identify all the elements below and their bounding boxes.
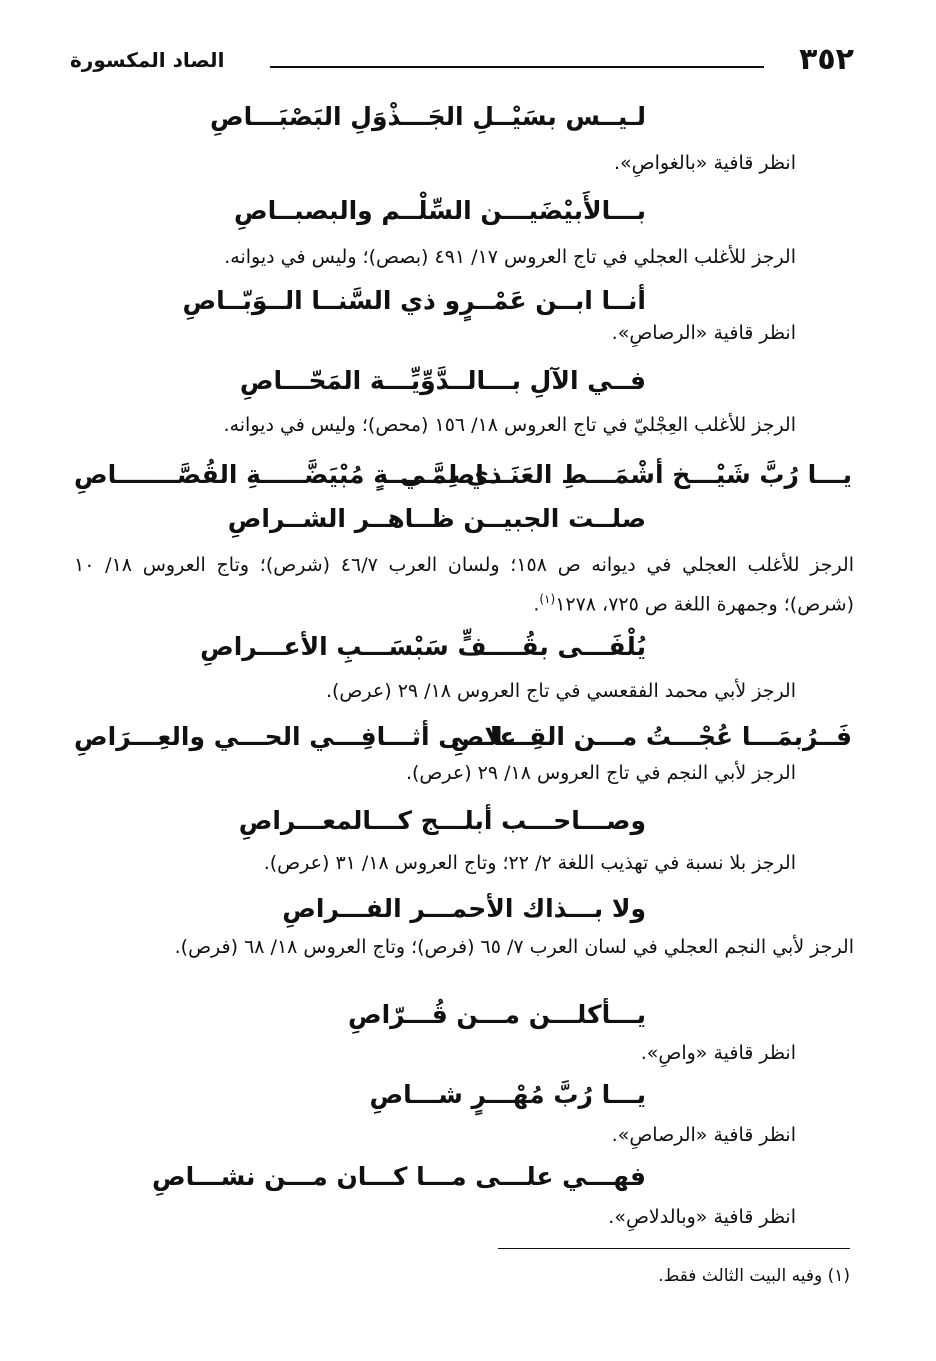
footnote-ref: (١) (539, 592, 556, 606)
page-number: ٣٥٢ (799, 42, 854, 77)
verse-second-hemistich: ذي لِمَّـــــةٍ مُبْيَضَّـــــةِ القُصَّـــــــاصِ (74, 460, 502, 489)
footnote: (١) وفيه البيت الثالث فقط. (658, 1266, 850, 1286)
citation-note: الرجز لأبي النجم العجلي في لسان العرب ٧/ ٦٥ (فرص)؛ وتاج العروس ١٨/ ٦٨ (فرص). (174, 936, 854, 958)
verse-line: بـــالأَبيْضَيـــن السِّلْــم والبصبــاصِ (234, 196, 646, 225)
citation-note-text: الرجز للأغلب العجلي في ديوانه ص ١٥٨؛ ولسان العرب ٤٦/٧ (شرص)؛ وتاج العروس ١٨/ ١٠ (شرص)؛ وجمهرة اللغة ص ٧٢٥، ١٢٧٨ (74, 554, 854, 616)
verse-couplet (74, 460, 852, 496)
footnote-rule (498, 1248, 850, 1249)
citation-note: انظر قافية «الرصاصِ». (611, 322, 796, 344)
verse-line: يُلْفَـــى بقُــــفٍّ سَبْسَـــبِ الأعـــراصِ (200, 632, 646, 661)
verse-couplet (74, 722, 852, 758)
citation-note: انظر قافية «واصِ». (640, 1042, 796, 1064)
header-rule (270, 66, 764, 68)
citation-note: انظر قافية «الرصاصِ». (611, 1124, 796, 1146)
citation-note (74, 548, 854, 621)
citation-note: الرجز لأبي محمد الفقعسي في تاج العروس ١٨/ ٢٩ (عرص). (325, 680, 796, 702)
page-header (70, 38, 854, 78)
citation-note: انظر قافية «بالغواصِ». (614, 152, 796, 174)
verse-second-hemistich: علـــى أثـــافِـــي الحـــي والعِـــرَاصِ (74, 722, 517, 751)
verse-line: لـيــس بسَيْــلِ الجَـــذْوَلِ البَصْبَـــاصِ (209, 102, 646, 131)
verse-line: يـــا رُبَّ مُهْـــرٍ شـــاصِ (369, 1080, 646, 1109)
verse-first-hemistich: فَــرُبمَـــا عُجْـــتُ مـــن القِـــلاصِ (450, 722, 852, 751)
verse-line: فهـــي علـــى مـــا كـــان مـــن نشـــاصِ (151, 1162, 646, 1191)
running-title: الصاد المكسورة (70, 48, 225, 72)
citation-note: انظر قافية «وبالدلاصِ». (608, 1206, 796, 1228)
citation-note: الرجز بلا نسبة في تهذيب اللغة ٢/ ٢٢؛ وتاج العروس ١٨/ ٣١ (عرص). (263, 852, 796, 874)
verse-line: فــي الآلِ بـــالــدَّوِّيِّـــة المَحّـــاصِ (239, 366, 646, 395)
citation-note: الرجز لأبي النجم في تاج العروس ١٨/ ٢٩ (عرص). (405, 762, 796, 784)
citation-note: الرجز للأغلب العِجْليّ في تاج العروس ١٨/ ١٥٦ (محص)؛ وليس في ديوانه. (223, 414, 796, 436)
citation-note-end: . (533, 593, 540, 616)
verse-line: صلــت الجبيــن ظــاهــر الشــراصِ (227, 504, 646, 533)
verse-line: وصـــاحـــب أبلـــج كـــالمعـــراصِ (238, 806, 646, 835)
verse-line: ولا بـــذاك الأحمـــر الفـــراصِ (282, 894, 646, 923)
verse-line: أنــا ابــن عَمْــرٍو ذي السَّنــا الــوَبّــاصِ (182, 286, 646, 315)
verse-line: يـــأكلـــن مـــن قُـــرّاصِ (347, 1000, 646, 1029)
citation-note: الرجز للأغلب العجلي في تاج العروس ١٧/ ٤٩١ (بصص)؛ وليس في ديوانه. (224, 246, 796, 268)
verse-first-hemistich: يـــا رُبَّ شَيْـــخ أشْمَـــطِ العَنَـــاصـــي (400, 460, 852, 489)
